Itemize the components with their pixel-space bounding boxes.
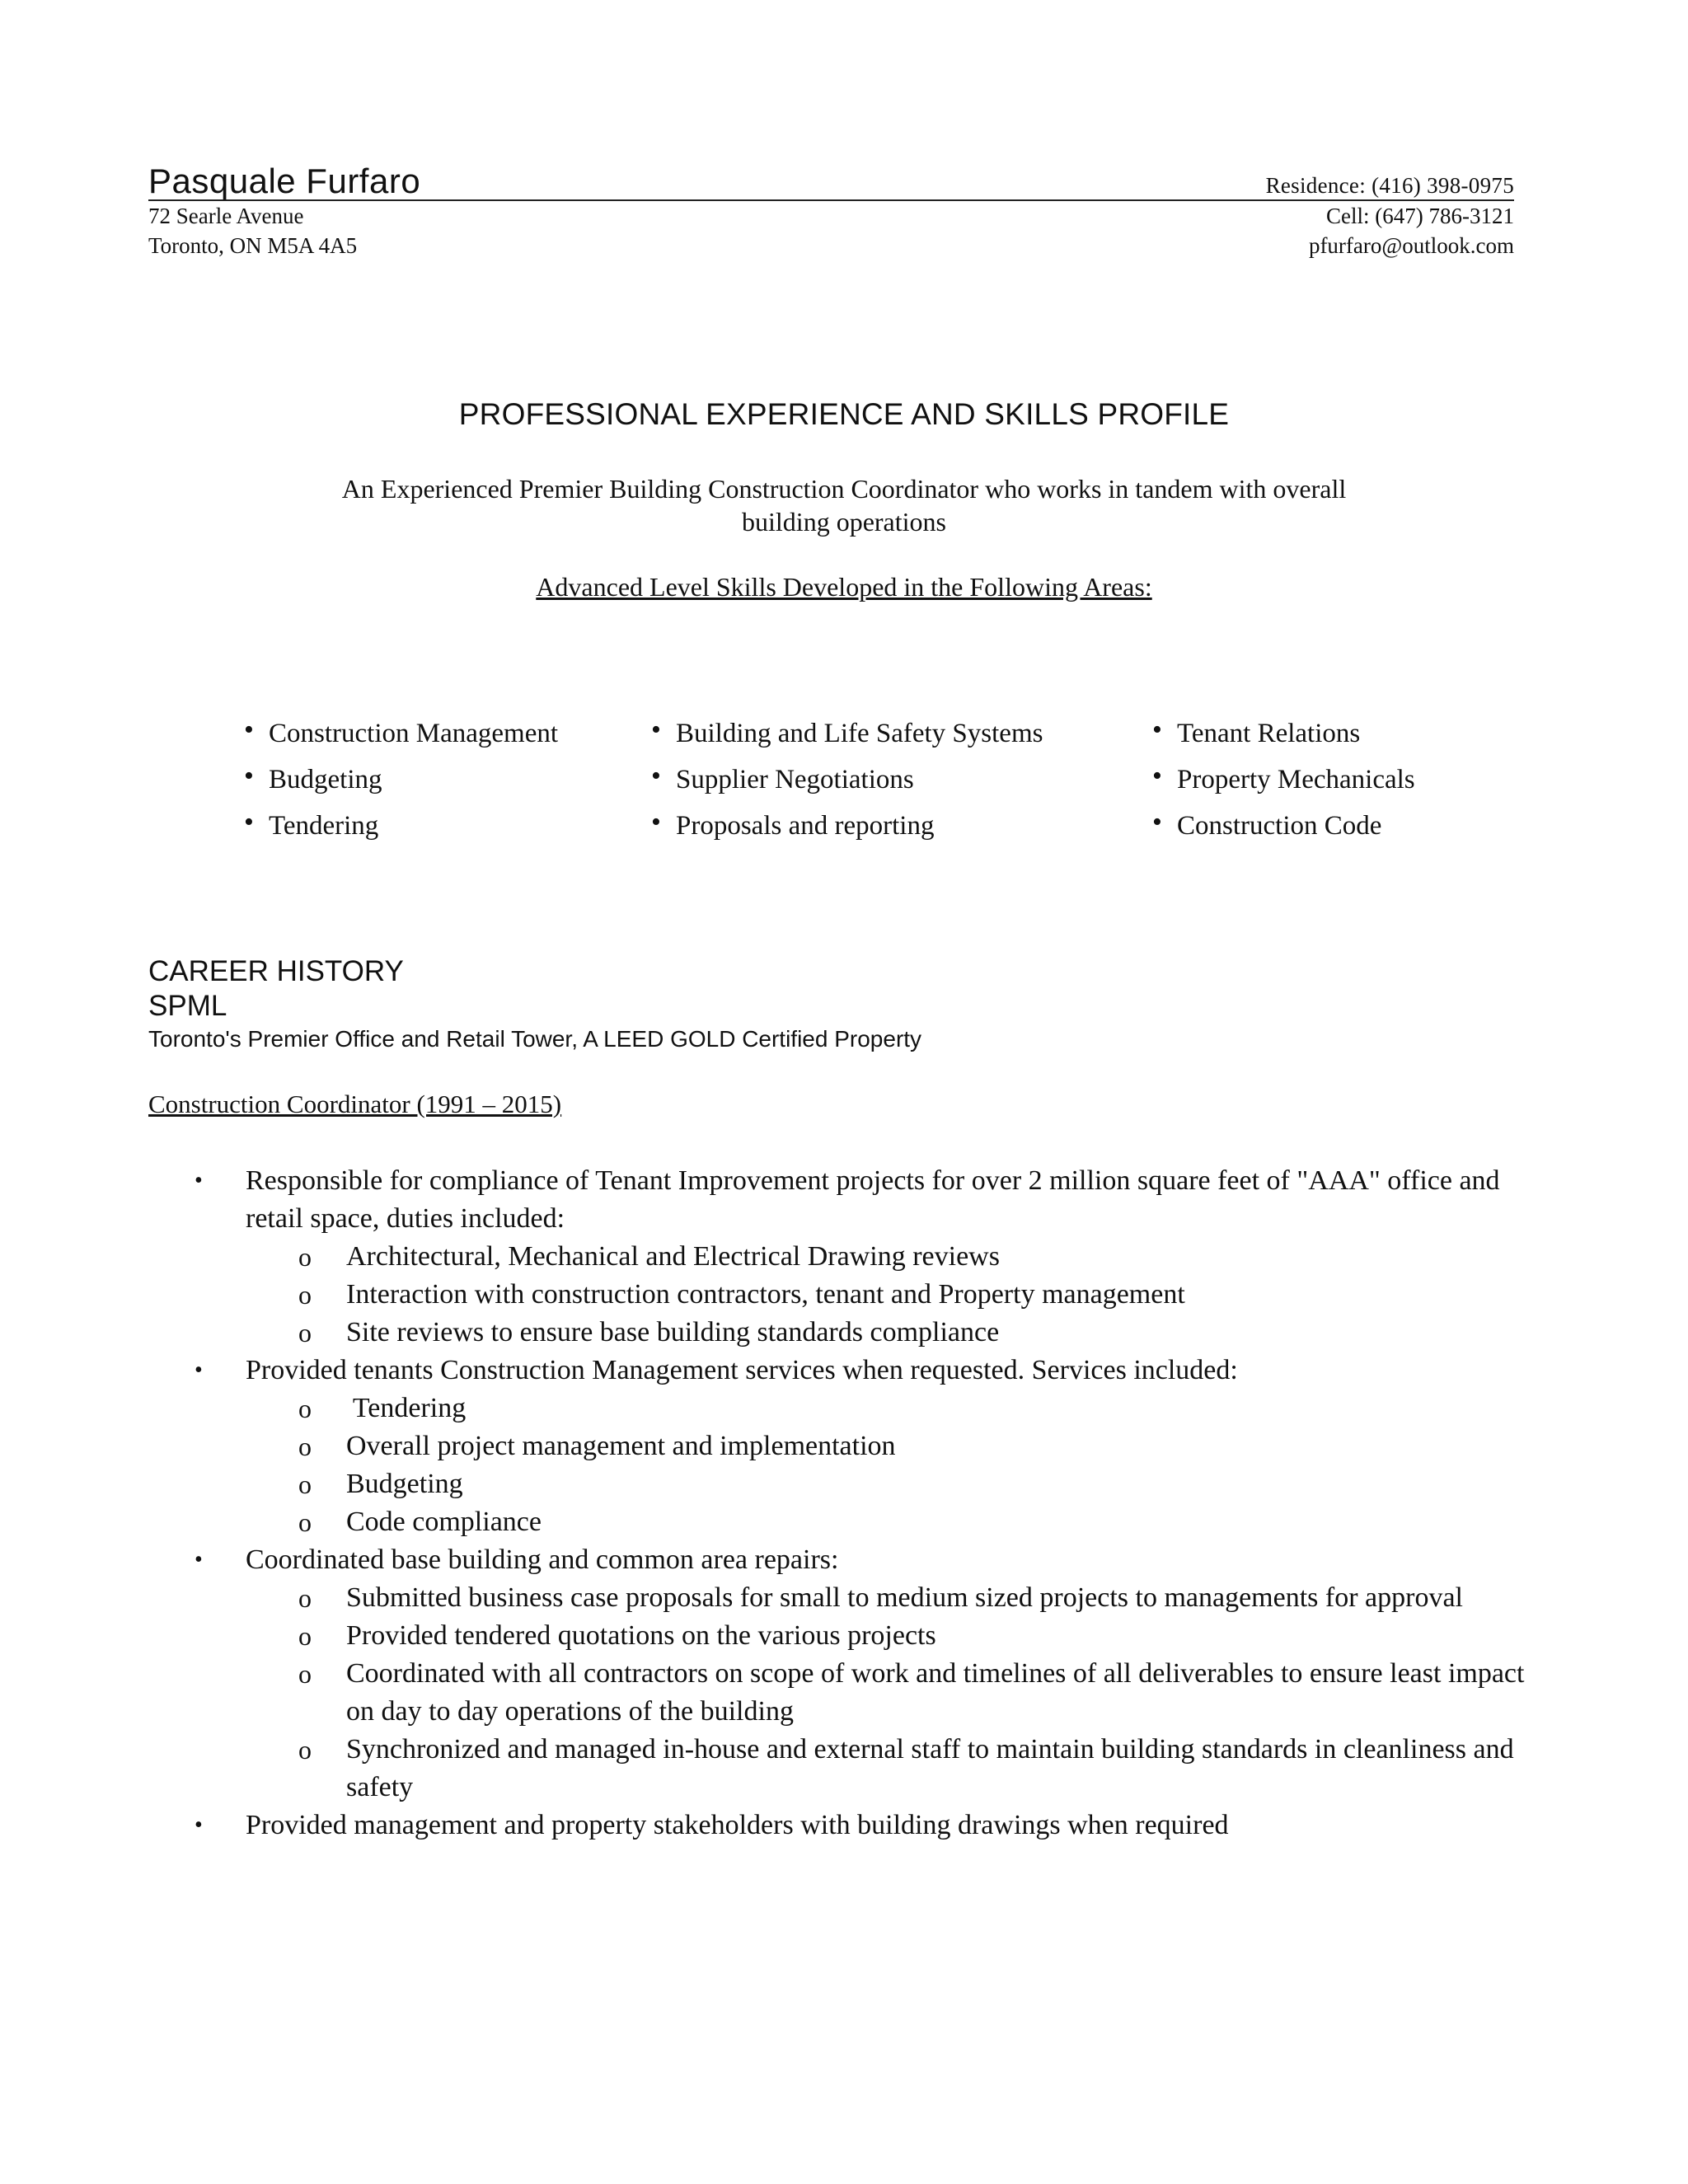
skill-item: • Construction Code	[1152, 803, 1415, 849]
circle-bullet-icon: o	[298, 1242, 312, 1272]
circle-bullet-icon: o	[298, 1432, 312, 1461]
circle-bullet-icon: o	[298, 1318, 312, 1347]
sub-duty-item: o Coordinated with all contractors on scope of work and timelines of all deliverables to ensure least impact on day to day operations of the building	[148, 1655, 1533, 1731]
bullet-icon: •	[651, 807, 661, 837]
circle-bullet-icon: o	[298, 1583, 312, 1613]
bullet-icon: •	[244, 807, 254, 837]
bullet-icon: •	[651, 715, 661, 745]
skills-column-3	[1152, 710, 1415, 849]
skills-areas-title: Advanced Level Skills Developed in the Following Areas:	[536, 572, 1152, 602]
skill-item: • Proposals and reporting	[651, 803, 1043, 849]
sub-duty-list	[246, 1238, 1533, 1352]
bullet-icon: •	[244, 715, 254, 745]
sub-duty-list	[246, 1390, 1533, 1541]
skill-item: • Construction Management	[244, 710, 558, 757]
sub-duty-item: o Interaction with construction contractors, tenant and Property management	[148, 1276, 1533, 1314]
circle-bullet-icon: o	[298, 1507, 312, 1537]
sub-duty-item: o Tendering	[148, 1390, 1533, 1427]
header-row-3	[148, 231, 1514, 260]
header-row-2	[148, 201, 1514, 231]
circle-bullet-icon: o	[298, 1621, 312, 1651]
job-role-title: Construction Coordinator (1991 – 2015)	[148, 1090, 562, 1118]
bullet-icon: •	[195, 1357, 203, 1383]
circle-bullet-icon: o	[298, 1280, 312, 1310]
duty-text: Provided tenants Construction Management services when requested. Services included:	[246, 1355, 1238, 1385]
duty-item	[148, 1162, 1533, 1352]
employer-name: SPML	[148, 990, 227, 1022]
sub-duty-list	[246, 1579, 1533, 1807]
bullet-icon: •	[1152, 807, 1162, 837]
bullet-icon: •	[195, 1812, 203, 1838]
summary-line: An Experienced Premier Building Construction Coordinator who works in tandem with overall	[341, 474, 1347, 504]
city-address: Toronto, ON M5A 4A5	[148, 233, 358, 258]
duty-text: Coordinated base building and common area repairs:	[246, 1544, 839, 1575]
duty-text: Responsible for compliance of Tenant Improvement projects for over 2 million square feet of "AAA" office and retail space, duties included:	[246, 1165, 1500, 1234]
circle-bullet-icon: o	[298, 1469, 312, 1499]
skill-item: • Supplier Negotiations	[651, 757, 1043, 803]
career-history-heading: CAREER HISTORY	[148, 955, 404, 987]
bullet-icon: •	[651, 761, 661, 791]
circle-bullet-icon: o	[298, 1659, 312, 1689]
skill-item: • Tenant Relations	[1152, 710, 1415, 757]
sub-duty-item: o Provided tendered quotations on the various projects	[148, 1617, 1533, 1655]
bullet-icon: •	[195, 1168, 203, 1193]
applicant-name: Pasquale Furfaro	[148, 162, 421, 200]
skills-column-1	[244, 710, 558, 849]
header-top-row	[148, 160, 1514, 201]
sub-duty-item: o Synchronized and managed in-house and external staff to maintain building standards in cleanliness and safety	[148, 1731, 1533, 1807]
circle-bullet-icon: o	[298, 1394, 312, 1423]
bullet-icon: •	[244, 761, 254, 791]
sub-duty-item: o Overall project management and implementation	[148, 1427, 1533, 1465]
career-history-section	[148, 954, 1550, 1055]
skill-item: • Property Mechanicals	[1152, 757, 1415, 803]
summary-line: building operations	[742, 507, 946, 537]
duty-item	[148, 1541, 1533, 1807]
residence-phone: Residence: (416) 398-0975	[1265, 173, 1514, 198]
circle-bullet-icon: o	[298, 1735, 312, 1765]
duty-item	[148, 1807, 1533, 1844]
email-address: pfurfaro@outlook.com	[1308, 233, 1514, 258]
bullet-icon: •	[1152, 715, 1162, 745]
skill-item: • Budgeting	[244, 757, 558, 803]
skill-item: • Tendering	[244, 803, 558, 849]
sub-duty-item: o Budgeting	[148, 1465, 1533, 1503]
sub-duty-item: o Code compliance	[148, 1503, 1533, 1541]
duty-item	[148, 1352, 1533, 1541]
skills-grid	[0, 710, 1688, 851]
skills-column-2	[651, 710, 1043, 849]
street-address: 72 Searle Avenue	[148, 204, 304, 228]
profile-summary	[0, 472, 1688, 538]
profile-heading: PROFESSIONAL EXPERIENCE AND SKILLS PROFILE	[458, 397, 1230, 431]
employer-description: Toronto's Premier Office and Retail Tower, A LEED GOLD Certified Property	[148, 1026, 922, 1052]
cell-phone: Cell: (647) 786-3121	[1326, 204, 1514, 228]
bullet-icon: •	[195, 1547, 203, 1572]
duty-text: Provided management and property stakeholders with building drawings when required	[246, 1810, 1229, 1840]
bullet-icon: •	[1152, 761, 1162, 791]
duties-list	[148, 1162, 1533, 1844]
sub-duty-item: o Site reviews to ensure base building standards compliance	[148, 1314, 1533, 1352]
skill-item: • Building and Life Safety Systems	[651, 710, 1043, 757]
contact-header	[148, 160, 1514, 260]
sub-duty-item: o Submitted business case proposals for small to medium sized projects to managements for approval	[148, 1579, 1533, 1617]
sub-duty-item: o Architectural, Mechanical and Electrical Drawing reviews	[148, 1238, 1533, 1276]
